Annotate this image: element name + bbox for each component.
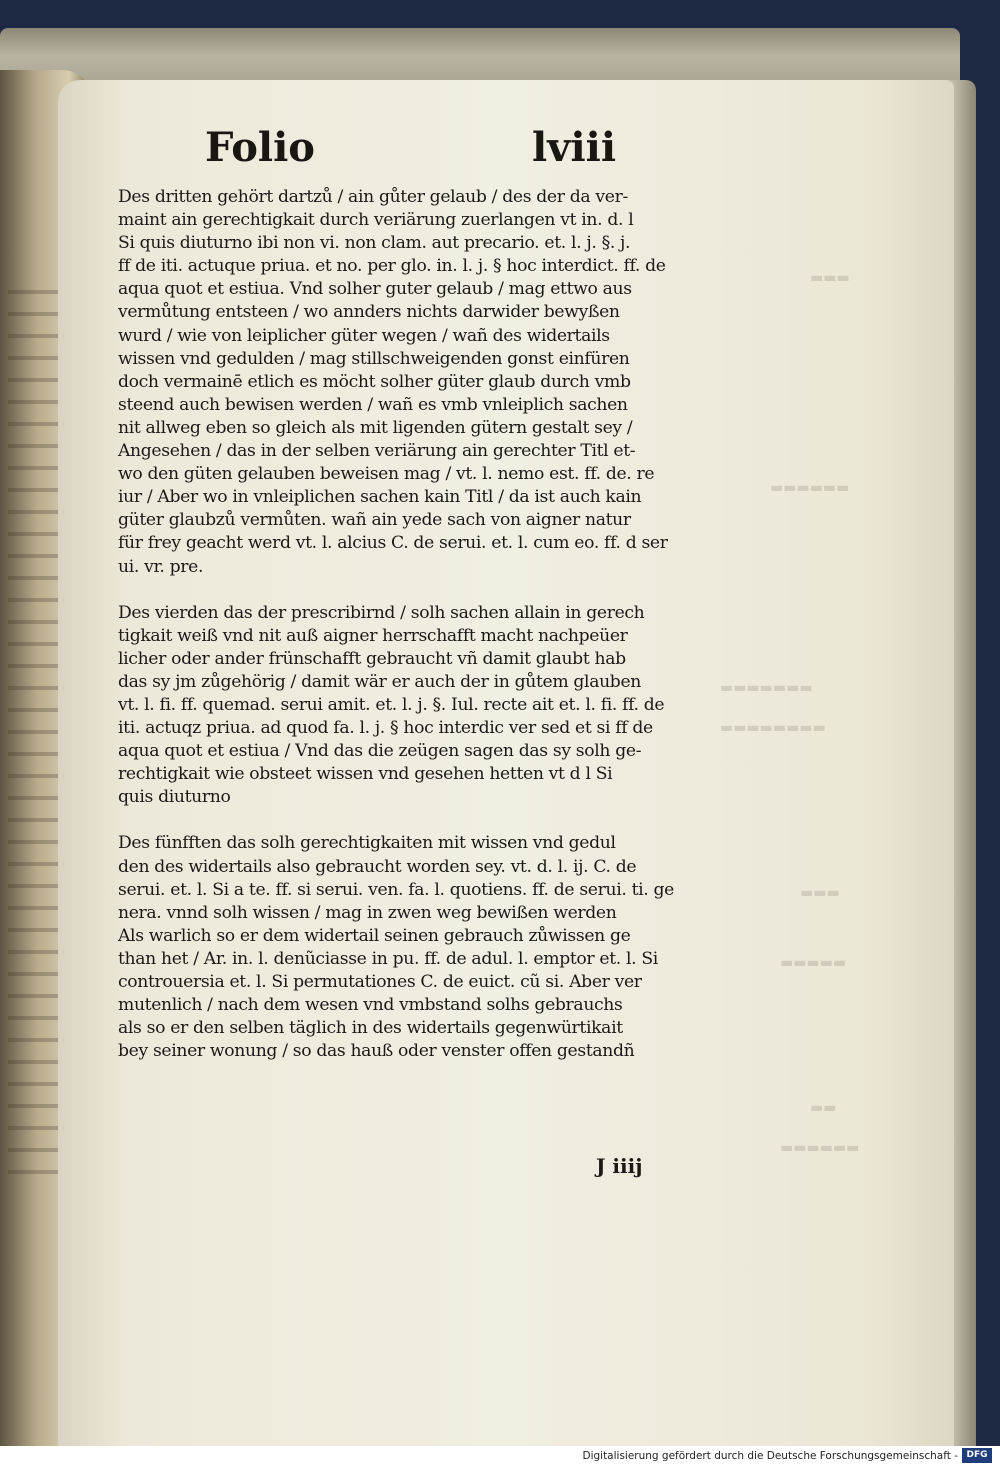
text-line: controuersia et. l. Si permutationes C. de euict. cũ si. Aber ver — [118, 972, 642, 992]
text-line: das sy jm zůgehörig / damit wär er auch der in gůtem glauben — [118, 671, 641, 692]
text-line: than het / Ar. in. l. denũciasse in pu. ff. de adul. l. emptor et. l. Si — [118, 948, 658, 969]
text-line: ff de iti. actuque priua. et no. per glo. in. l. j. § hoc interdict. ff. de — [118, 256, 666, 277]
folio-number: lviii — [532, 124, 617, 171]
paragraph-1 — [118, 186, 692, 579]
text-line: Des vierden das der prescribirnd / solh sachen allain in gerech — [118, 602, 645, 623]
text-line: Si quis diuturno ibi non vi. non clam. aut precario. et. l. j. §. j. — [118, 233, 631, 254]
text-line: vt. l. fi. ff. quemad. serui amit. et. l. j. §. Iul. recte ait et. l. fi. ff. de — [118, 694, 665, 715]
text-line: den des widertails also gebraucht worden sey. vt. d. l. ij. C. de — [118, 856, 637, 877]
paragraph-2 — [118, 602, 692, 810]
text-line: wissen vnd gedulden / mag stillschweigenden gonst einfüren — [118, 348, 630, 369]
text-line: aqua quot et estiua. Vnd solher guter gelaub / mag ettwo aus — [118, 279, 632, 300]
text-line: wo den güten gelauben beweisen mag / vt. l. nemo est. ff. de. re — [118, 464, 655, 485]
text-line: iur / Aber wo in vnleiplichen sachen kain Titl / da ist auch kain — [118, 487, 642, 508]
text-line: als so er den selben täglich in des widertails gegenwürtikait — [118, 1018, 623, 1039]
dfg-logo-icon: DFG — [962, 1448, 992, 1463]
text-line: doch vermainē etlich es möcht solher güter glaub durch vmb — [118, 371, 631, 392]
text-line: vermůtung entsteen / wo annders nichts darwider bewyßen — [118, 302, 620, 323]
text-line: bey seiner wonung / so das hauß oder venster offen gestandñ — [118, 1041, 635, 1062]
text-line: wurd / wie von leiplicher güter wegen / wañ des widertails — [118, 325, 610, 346]
text-line: güter glaubzů vermůten. wañ ain yede sach von aigner natur — [118, 510, 631, 531]
text-line: serui. et. l. Si a te. ff. si serui. ven. fa. l. quotiens. ff. de serui. ti. ge — [118, 879, 674, 900]
text-line: quis diuturno — [118, 787, 231, 808]
text-line: rechtigkait wie obsteet wissen vnd gesehen hetten vt d l Si — [118, 764, 613, 785]
text-line: nera. vnnd solh wissen / mag in zwen weg bewißen werden — [118, 902, 617, 923]
text-line: für frey geacht werd vt. l. alcius C. de serui. et. l. cum eo. ff. d ser — [118, 533, 668, 554]
text-line: nit allweg eben so gleich als mit ligenden gütern gestalt sey / — [118, 417, 633, 438]
text-line: Als warlich so er dem widertail seinen gebrauch zůwissen ge — [118, 925, 631, 946]
body-text — [118, 186, 692, 1063]
text-line: steend auch bewisen werden / wañ es vmb vnleiplich sachen — [118, 394, 628, 415]
text-line: licher oder ander frünschafft gebraucht vñ damit glaubt hab — [118, 648, 626, 669]
signature-mark: J iiij — [596, 1154, 643, 1178]
text-line: maint ain gerechtigkait durch veriärung zuerlangen vt in. d. l — [118, 210, 634, 231]
funding-notice: Digitalisierung gefördert durch die Deutsche Forschungsgemeinschaft - — [582, 1450, 958, 1462]
text-line: aqua quot et estiua / Vnd das die zeügen sagen das sy solh ge- — [118, 741, 642, 762]
text-line: tigkait weiß vnd nit auß aigner herrschafft macht nachpeüer — [118, 625, 628, 646]
text-line: Des fünfften das solh gerechtigkaiten mit wissen vnd gedul — [118, 833, 616, 854]
text-line: ui. vr. pre. — [118, 556, 204, 577]
folio-label: Folio — [205, 124, 315, 171]
text-line: Des dritten gehört dartzů / ain gůter gelaub / des der da ver- — [118, 187, 628, 207]
paragraph-3 — [118, 832, 692, 1063]
footer-bar — [0, 1446, 1000, 1466]
text-line: Angesehen / das in der selben veriärung ain gerechter Titl et- — [118, 441, 636, 462]
text-line: iti. actuqz priua. ad quod fa. l. j. § hoc interdic ver sed et si ff de — [118, 718, 653, 739]
left-page-text-bleed — [8, 290, 58, 1190]
text-line: mutenlich / nach dem wesen vnd vmbstand solhs gebrauchs — [118, 995, 623, 1016]
show-through-text: ▬▬▬ ▬▬▬▬▬▬ ▬▬▬▬▬▬▬ ▬▬▬▬▬▬▬▬ ▬▬▬ ▬▬▬▬▬ ▬▬ ▬▬▬▬▬▬ — [720, 270, 860, 1156]
